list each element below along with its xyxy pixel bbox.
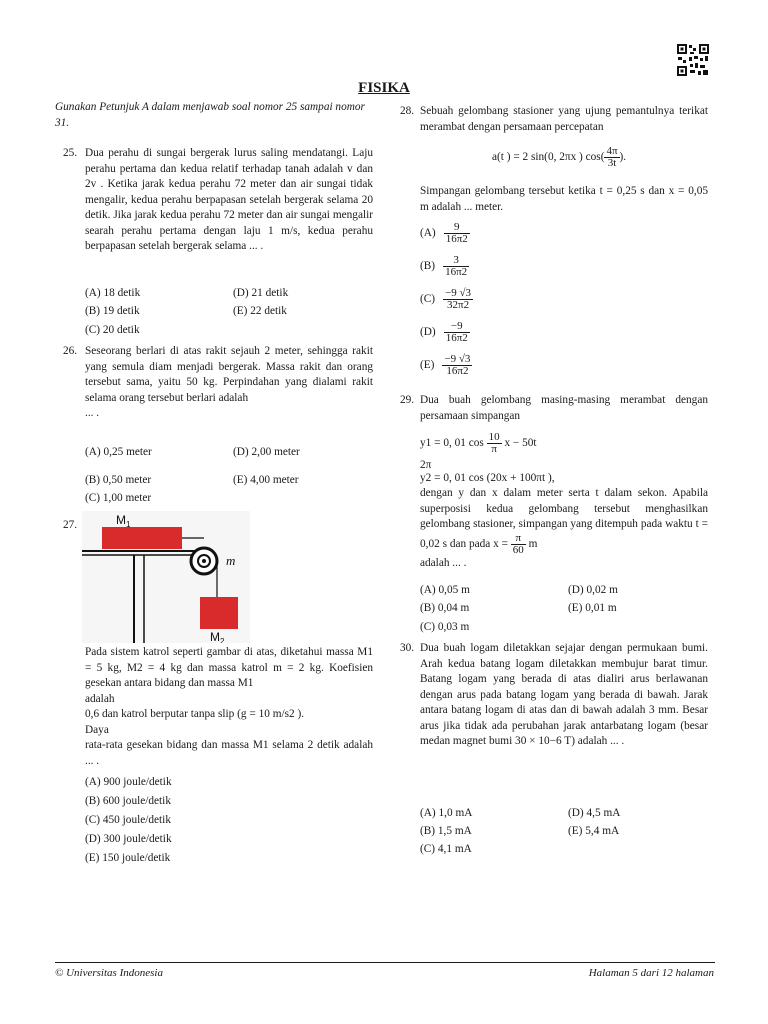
option-e[interactable]: (E) 5,4 mA xyxy=(568,825,620,837)
equation-y1 xyxy=(420,432,680,455)
footer-divider xyxy=(55,962,715,963)
option-c[interactable]: (C) 450 joule/detik xyxy=(85,814,171,826)
question-text: Dua perahu di sungai bergerak lurus saling mendatangi. Laju perahu pertama dan kedua relatif terhadap tanah adalah v dan 2v . Ketika jarak kedua perahu 72 meter dan air sungai tidak mengalir, kedua perahu berpapasan setelah bergerak selama 20 detik. Jika jarak kedua perahu 72 meter dan air sungai mengalir searah perahu pertama dengan laju 1 m/s, kedua perahu berpapasan setelah bergerak selama ... . xyxy=(85,147,373,252)
option-e[interactable]: (E) 150 joule/detik xyxy=(85,852,171,864)
option-c[interactable]: (C) 0,03 m xyxy=(420,621,470,633)
question-text-5: rata-rata gesekan bidang dan massa M1 selama 2 detik adalah ... . xyxy=(85,739,373,767)
question-28 xyxy=(398,104,708,135)
option-b[interactable]: (B) 0,04 m xyxy=(420,602,470,614)
question-text: Pada sistem katrol seperti gambar di atas, diketahui massa M1 = 5 kg, M2 = 4 kg dan massa katrol m = 2 kg. Koefisien gesekan antara bidang dan massa M1 xyxy=(85,646,373,689)
footer-page-number: Halaman 5 dari 12 halaman xyxy=(588,967,714,979)
label-m1: $M_1$ xyxy=(116,513,131,529)
equation-y1-fraction: $\frac{10}{\pi}$ xyxy=(488,431,500,455)
pulley-diagram xyxy=(82,511,250,643)
option-c[interactable]: (C) 1,00 meter xyxy=(85,492,152,504)
equation-y2: y2 = 0, 01 cos (20x + 100πt ), xyxy=(420,472,555,484)
option-a[interactable]: (A) 0,05 m xyxy=(420,584,470,596)
option-b[interactable]: (B) 600 joule/detik xyxy=(85,795,171,807)
option-d[interactable]: (D) 4,5 mA xyxy=(568,807,621,819)
option-e[interactable]: (E) 0,01 m xyxy=(568,602,617,614)
option-d[interactable]: (D) 2,00 meter xyxy=(233,446,300,458)
question-29-text-2 xyxy=(398,486,708,571)
question-text: Dua buah logam diletakkan sejajar dengan permukaan bumi. Arah kedua batang logam diletakkan membujur barat timur. Batang logam yang berada di atas dialiri arus berlawanan dengan arus pada batang logam yang berada di bawah. Jarak antara batang logam di atas dan di bawah adalah 3 mm. Besar arus jika tidak ada perubahan jarak antarbatang logam (besar medan magnet bumi 30 × 10−6 T) adalah ... . xyxy=(420,642,708,747)
equation-y1-extra: 2π xyxy=(420,459,432,471)
label-m: m xyxy=(226,553,236,568)
option-c[interactable] xyxy=(420,288,473,311)
equation-tail: ). xyxy=(619,151,627,164)
question-number: 28. xyxy=(400,105,415,117)
option-b[interactable]: (B) 1,5 mA xyxy=(420,825,472,837)
equation-28 xyxy=(492,146,692,169)
option-c[interactable]: (C) 4,1 mA xyxy=(420,843,472,855)
question-number: 29. xyxy=(400,394,415,406)
instruction-text: Gunakan Petunjuk A dalam menjawab soal nomor 25 sampai nomor 31. xyxy=(55,101,365,129)
option-a[interactable]: (A) 1,0 mA xyxy=(420,807,473,819)
option-c[interactable]: (C) 20 detik xyxy=(85,324,140,336)
option-label: (B) xyxy=(420,260,436,273)
option-e[interactable]: (E) 22 detik xyxy=(233,305,287,317)
option-label: (D) xyxy=(420,326,436,339)
option-label: (E) xyxy=(420,359,435,372)
option-b[interactable]: (B) 0,50 meter xyxy=(85,474,152,486)
option-b[interactable]: (B) 19 detik xyxy=(85,305,140,317)
x-fraction: $\frac{\pi}{60}$ xyxy=(512,531,524,556)
question-26 xyxy=(55,344,373,422)
question-text: Dua buah gelombang masing-masing merambat dengan persamaan simpangan xyxy=(420,394,708,422)
option-a[interactable]: (A) 18 detik xyxy=(85,287,141,299)
page-title: FISIKA xyxy=(358,80,410,96)
option-e[interactable]: (E) 4,00 meter xyxy=(233,474,299,486)
qr-code-icon xyxy=(676,43,710,77)
option-e[interactable] xyxy=(420,354,472,377)
footer-copyright: © Universitas Indonesia xyxy=(55,967,163,979)
question-text-4: Daya xyxy=(85,723,109,736)
question-number: 25. xyxy=(63,147,78,159)
option-fraction: $\frac{-9}{16\pi 2}$ xyxy=(445,320,468,344)
option-a[interactable]: (A) 0,25 meter xyxy=(85,446,152,458)
equation-y1-lhs: y1 = 0, 01 cos xyxy=(420,437,484,450)
option-d[interactable]: (D) 0,02 m xyxy=(568,584,618,596)
question-30 xyxy=(398,641,708,750)
equation: a(t ) = 2 sin(0, 2πx ) cos( xyxy=(492,151,605,164)
question-number: 27. xyxy=(63,519,78,531)
option-fraction: $\frac{9}{16\pi 2}$ xyxy=(445,221,468,245)
block-m1 xyxy=(102,527,182,549)
question-number: 30. xyxy=(400,642,415,654)
option-fraction: $\frac{3}{16\pi 2}$ xyxy=(445,254,468,278)
question-text-tail: ... . xyxy=(85,407,100,419)
question-text: Seseorang berlari di atas rakit sejauh 2 meter, sehingga rakit yang semula diam menjadi bergerak. Massa rakit dan orang tersebut sama, yaitu 50 kg. Perpindahan yang dialami rakit selama orang tersebut berlari adalah xyxy=(85,345,373,404)
block-m2 xyxy=(200,597,238,629)
option-d[interactable] xyxy=(420,321,470,344)
option-label: (C) xyxy=(420,293,436,306)
question-number: 26. xyxy=(63,345,78,357)
option-label: (A) xyxy=(420,227,436,240)
question-29 xyxy=(398,393,708,424)
option-d[interactable]: (D) 21 detik xyxy=(233,287,289,299)
equation-fraction: $\frac{4\pi}{3t}$ xyxy=(606,145,618,169)
option-fraction: $\frac{-9 √3}{32\pi 2}$ xyxy=(445,287,472,311)
question-text-2: adalah xyxy=(85,692,115,705)
question-27 xyxy=(55,645,373,769)
question-text: Sebuah gelombang stasioner yang ujung pemantulnya terikat merambat dengan persamaan percepatan xyxy=(420,105,708,133)
question-text-3: 0,6 dan katrol berputar tanpa slip (g = 10 m/s2 ). xyxy=(85,708,305,720)
question-text-2: Simpangan gelombang tersebut ketika t = 0,25 s dan x = 0,05 m adalah ... meter. xyxy=(420,185,708,213)
option-d[interactable]: (D) 300 joule/detik xyxy=(85,833,172,845)
option-b[interactable] xyxy=(420,255,469,278)
option-a[interactable] xyxy=(420,222,470,245)
label-m2: $M_2$ xyxy=(210,630,225,643)
equation-y1-tail: x − 50t xyxy=(504,437,537,450)
option-a[interactable]: (A) 900 joule/detik xyxy=(85,776,172,788)
question-text-2: dengan y dan x dalam meter serta t dalam sekon. Apabila superposisi kedua gelombang tersebut menghasilkan gelombang stasioner, simpangan yang ditempuh pada waktu t = 0,02 s dan pada x = $\frac{\pi}{60}$ m xyxy=(420,487,708,556)
option-fraction: $\frac{-9 √3}{16\pi 2}$ xyxy=(444,353,471,377)
question-text-3: adalah ... . xyxy=(420,556,467,569)
question-28-text-2 xyxy=(398,184,708,215)
question-25 xyxy=(55,146,373,255)
